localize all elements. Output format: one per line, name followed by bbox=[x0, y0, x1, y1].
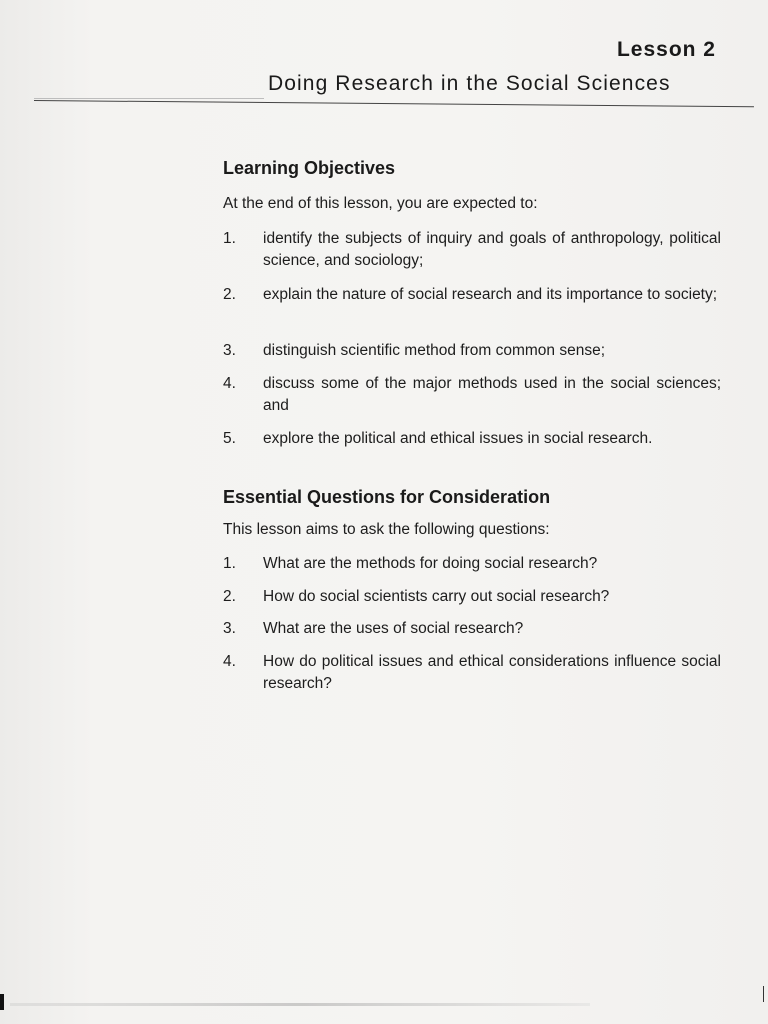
question-number: 1. bbox=[223, 555, 236, 572]
question-text: How do social scientists carry out social research? bbox=[263, 588, 610, 605]
essential-questions-heading: Essential Questions for Consideration bbox=[223, 487, 551, 507]
objective-text: explain the nature of social research and its importance to society; bbox=[263, 286, 718, 303]
question-number: 3. bbox=[223, 620, 236, 637]
question-number: 2. bbox=[223, 588, 236, 605]
essential-questions-intro: This lesson aims to ask the following questions: bbox=[223, 521, 550, 538]
scan-edge-mark bbox=[0, 994, 4, 1010]
question-item-1 bbox=[223, 553, 723, 575]
header-rule-faint bbox=[34, 98, 264, 99]
objective-number: 2. bbox=[223, 286, 236, 303]
objective-item-3 bbox=[223, 340, 723, 362]
objective-text: explore the political and ethical issues in social research. bbox=[263, 430, 653, 447]
objective-number: 3. bbox=[223, 342, 236, 359]
objective-number: 4. bbox=[223, 375, 236, 392]
objective-number: 5. bbox=[223, 430, 236, 447]
lesson-title: Doing Research in the Social Sciences bbox=[268, 72, 671, 95]
lesson-label: Lesson 2 bbox=[616, 38, 716, 61]
question-text: How do political issues and ethical considerations influence social research? bbox=[263, 653, 721, 692]
objective-item-4 bbox=[223, 373, 723, 417]
learning-objectives-intro: At the end of this lesson, you are expected to: bbox=[223, 195, 538, 212]
objective-item-5 bbox=[223, 428, 723, 450]
question-number: 4. bbox=[223, 653, 236, 670]
header-rule bbox=[34, 100, 754, 107]
objective-text: identify the subjects of inquiry and goals of anthropology, political science, and sociology; bbox=[263, 230, 721, 269]
objective-item-2 bbox=[223, 284, 723, 328]
learning-objectives-heading: Learning Objectives bbox=[223, 158, 396, 178]
question-item-3 bbox=[223, 618, 723, 640]
objective-item-1 bbox=[223, 228, 723, 272]
question-text: What are the uses of social research? bbox=[263, 620, 524, 637]
question-item-2 bbox=[223, 586, 723, 608]
scan-edge-grain bbox=[10, 1003, 590, 1006]
objective-text: discuss some of the major methods used in the social sciences; and bbox=[263, 375, 721, 414]
scan-edge-mark-right bbox=[763, 986, 765, 1002]
objective-number: 1. bbox=[223, 230, 236, 247]
question-text: What are the methods for doing social research? bbox=[263, 555, 598, 572]
objective-text: distinguish scientific method from common sense; bbox=[263, 342, 606, 359]
question-item-4 bbox=[223, 651, 723, 695]
